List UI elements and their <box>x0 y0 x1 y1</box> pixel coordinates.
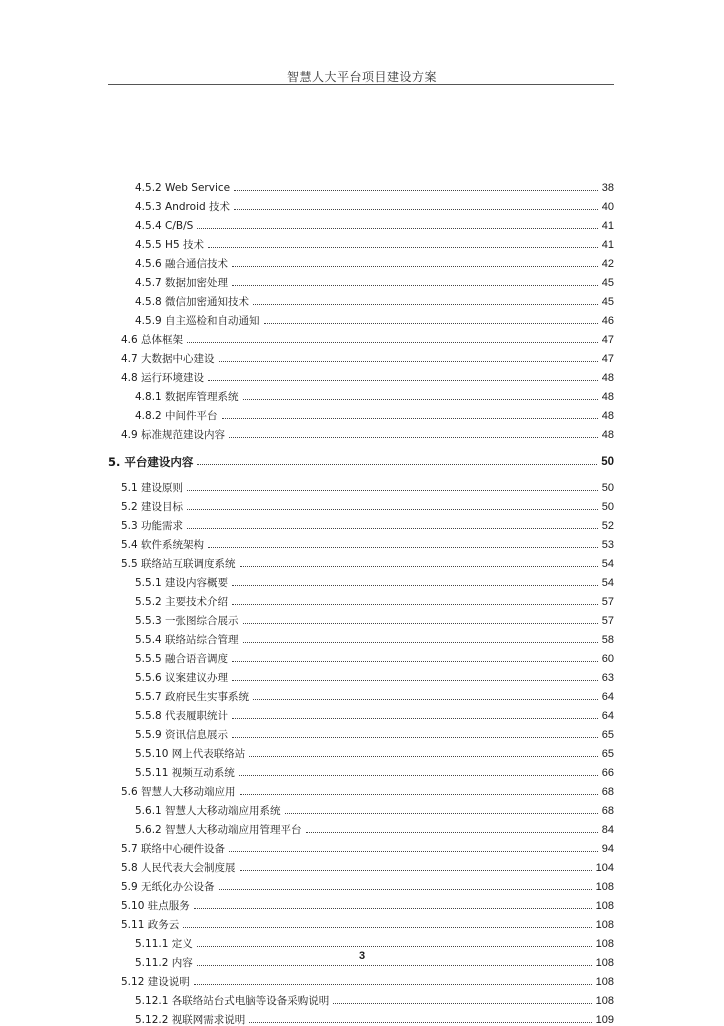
toc-entry-title: 5.6.2 智慧人大移动端应用管理平台 <box>135 824 302 836</box>
toc-dot-leader <box>187 509 598 510</box>
toc-entry-page: 68 <box>601 786 614 798</box>
toc-entry-title: 5.5.7 政府民生实事系统 <box>135 691 250 703</box>
toc-entry-title: 5.5.10 网上代表联络站 <box>135 748 246 760</box>
toc-dot-leader <box>232 604 598 605</box>
toc-entry-page: 63 <box>601 672 614 684</box>
toc-entry-title: 4.5.7 数据加密处理 <box>135 277 229 289</box>
toc-entry-title: 5.8 人民代表大会制度展 <box>121 862 236 874</box>
toc-entry[interactable] <box>135 989 614 1007</box>
toc-dot-leader <box>253 699 598 700</box>
toc-entry-title: 5.5 联络站互联调度系统 <box>121 558 236 570</box>
toc-entry[interactable] <box>121 552 614 570</box>
toc-dot-leader <box>183 927 591 928</box>
toc-entry-title: 5.3 功能需求 <box>121 520 184 532</box>
toc-entry-title: 5.5.11 视频互动系统 <box>135 767 235 779</box>
toc-dot-leader <box>232 737 598 738</box>
toc-dot-leader <box>249 756 598 757</box>
toc-dot-leader <box>197 464 597 465</box>
toc-dot-leader <box>194 908 592 909</box>
toc-entry-title: 5.12.2 视联网需求说明 <box>135 1014 246 1026</box>
toc-dot-leader <box>240 870 592 871</box>
toc-entry-page: 48 <box>601 410 614 422</box>
toc-entry[interactable] <box>121 495 614 513</box>
toc-entry[interactable] <box>135 233 614 251</box>
toc-entry-page: 52 <box>601 520 614 532</box>
toc-entry[interactable] <box>135 799 614 817</box>
toc-entry[interactable] <box>121 423 614 441</box>
toc-entry[interactable] <box>121 913 614 931</box>
toc-entry[interactable] <box>135 647 614 665</box>
toc-entry-page: 65 <box>601 729 614 741</box>
toc-entry[interactable] <box>121 328 614 346</box>
toc-entry-page: 47 <box>601 334 614 346</box>
toc-entry[interactable] <box>135 761 614 779</box>
toc-dot-leader <box>264 323 598 324</box>
toc-entry-page: 108 <box>595 938 614 950</box>
toc-entry-title: 5.6.1 智慧人大移动端应用系统 <box>135 805 281 817</box>
toc-entry[interactable] <box>135 818 614 836</box>
toc-entry[interactable] <box>121 894 614 912</box>
toc-dot-leader <box>249 1022 591 1023</box>
toc-entry-page: 45 <box>601 277 614 289</box>
toc-entry-title: 5.5.4 联络站综合管理 <box>135 634 239 646</box>
toc-entry-page: 108 <box>595 900 614 912</box>
toc-entry-page: 47 <box>601 353 614 365</box>
toc-entry-title: 4.8 运行环境建设 <box>121 372 205 384</box>
toc-entry-title: 5.5.1 建设内容概要 <box>135 577 229 589</box>
toc-entry[interactable] <box>135 932 614 950</box>
toc-entry[interactable] <box>121 856 614 874</box>
toc-entry-title: 4.8.2 中间件平台 <box>135 410 218 422</box>
toc-entry-title: 4.5.3 Android 技术 <box>135 201 230 213</box>
toc-dot-leader <box>234 209 598 210</box>
toc-entry-title: 5.1 建设原则 <box>121 482 184 494</box>
toc-dot-leader <box>187 342 598 343</box>
toc-entry[interactable] <box>135 704 614 722</box>
toc-entry-title: 5.5.8 代表履职统计 <box>135 710 229 722</box>
toc-entry-page: 68 <box>601 805 614 817</box>
toc-entry-title: 5.11.1 定义 <box>135 938 193 950</box>
toc-entry-title: 4.5.8 微信加密通知技术 <box>135 296 250 308</box>
toc-dot-leader <box>232 661 598 662</box>
toc-entry-title: 5.5.6 议案建议办理 <box>135 672 229 684</box>
toc-dot-leader <box>333 1003 591 1004</box>
toc-dot-leader <box>194 984 592 985</box>
toc-dot-leader <box>243 623 598 624</box>
toc-entry-title: 4.5.5 H5 技术 <box>135 239 204 251</box>
toc-entry-page: 38 <box>601 182 614 194</box>
toc-entry-page: 108 <box>595 881 614 893</box>
toc-entry-page: 104 <box>595 862 614 874</box>
page-number: 3 <box>358 950 366 962</box>
toc-entry-page: 108 <box>595 957 614 969</box>
toc-entry[interactable] <box>135 252 614 270</box>
toc-entry-page: 64 <box>601 691 614 703</box>
toc-dot-leader <box>197 965 592 966</box>
toc-entry-page: 65 <box>601 748 614 760</box>
toc-entry-title: 5.5.3 一张图综合展示 <box>135 615 239 627</box>
toc-dot-leader <box>187 528 598 529</box>
toc-entry[interactable] <box>135 742 614 760</box>
toc-entry-title: 5.5.2 主要技术介绍 <box>135 596 229 608</box>
toc-entry[interactable] <box>121 837 614 855</box>
toc-dot-leader <box>208 380 598 381</box>
toc-entry-title: 4.5.9 自主巡检和自动通知 <box>135 315 260 327</box>
toc-entry-title: 4.8.1 数据库管理系统 <box>135 391 239 403</box>
toc-dot-leader <box>243 642 598 643</box>
toc-entry[interactable] <box>135 290 614 308</box>
toc-dot-leader <box>243 399 598 400</box>
toc-entry-page: 46 <box>601 315 614 327</box>
toc-entry-title: 4.5.4 C/B/S <box>135 220 194 232</box>
toc-dot-leader <box>197 228 597 229</box>
toc-dot-leader <box>285 813 598 814</box>
toc-dot-leader <box>208 247 598 248</box>
toc-entry-title: 5.6 智慧人大移动端应用 <box>121 786 236 798</box>
toc-dot-leader <box>232 266 598 267</box>
toc-chapter-entry[interactable] <box>108 450 614 468</box>
toc-entry-page: 48 <box>601 372 614 384</box>
toc-dot-leader <box>197 946 592 947</box>
toc-dot-leader <box>229 437 598 438</box>
toc-entry-title: 4.7 大数据中心建设 <box>121 353 215 365</box>
toc-entry-page: 94 <box>601 843 614 855</box>
toc-entry-page: 41 <box>601 239 614 251</box>
toc-entry[interactable] <box>121 780 614 798</box>
toc-entry[interactable] <box>121 533 614 551</box>
toc-dot-leader <box>208 547 598 548</box>
toc-entry-title: 5.7 联络中心硬件设备 <box>121 843 226 855</box>
toc-entry-title: 5. 平台建设内容 <box>108 455 194 469</box>
toc-dot-leader <box>240 794 598 795</box>
toc-dot-leader <box>253 304 598 305</box>
toc-entry-page: 57 <box>601 596 614 608</box>
toc-entry-title: 5.4 软件系统架构 <box>121 539 205 551</box>
toc-entry[interactable] <box>135 309 614 327</box>
toc-entry-title: 5.5.5 融合语音调度 <box>135 653 229 665</box>
toc-entry-page: 50 <box>601 501 614 513</box>
toc-entry[interactable] <box>135 723 614 741</box>
toc-entry[interactable] <box>135 404 614 422</box>
toc-entry-title: 5.12 建设说明 <box>121 976 190 988</box>
toc-entry-title: 5.5.9 资讯信息展示 <box>135 729 229 741</box>
toc-entry[interactable] <box>135 271 614 289</box>
toc-entry[interactable] <box>121 875 614 893</box>
toc-entry[interactable] <box>121 347 614 365</box>
toc-entry[interactable] <box>135 590 614 608</box>
toc-entry-page: 108 <box>595 976 614 988</box>
toc-dot-leader <box>239 775 598 776</box>
toc-entry[interactable] <box>135 571 614 589</box>
toc-entry[interactable] <box>121 366 614 384</box>
toc-entry-page: 108 <box>595 919 614 931</box>
toc-entry-page: 58 <box>601 634 614 646</box>
toc-dot-leader <box>229 851 598 852</box>
toc-entry-page: 108 <box>595 995 614 1007</box>
toc-entry-title: 5.11.2 内容 <box>135 957 193 969</box>
toc-entry-page: 54 <box>601 577 614 589</box>
toc-entry[interactable] <box>135 685 614 703</box>
header-rule <box>108 84 614 85</box>
toc-entry-page: 45 <box>601 296 614 308</box>
toc-entry-page: 53 <box>601 539 614 551</box>
toc-entry-page: 40 <box>601 201 614 213</box>
toc-entry-page: 42 <box>601 258 614 270</box>
toc-entry-page: 41 <box>601 220 614 232</box>
toc-entry-title: 4.9 标准规范建设内容 <box>121 429 226 441</box>
toc-entry[interactable] <box>135 1008 614 1026</box>
toc-entry-page: 109 <box>595 1014 614 1026</box>
toc-entry[interactable] <box>135 385 614 403</box>
toc-dot-leader <box>187 490 598 491</box>
toc-dot-leader <box>240 566 598 567</box>
toc-dot-leader <box>219 361 598 362</box>
toc-entry-title: 5.2 建设目标 <box>121 501 184 513</box>
toc-entry[interactable] <box>135 176 614 194</box>
toc-dot-leader <box>234 190 598 191</box>
toc-entry[interactable] <box>121 514 614 532</box>
toc-entry-page: 66 <box>601 767 614 779</box>
toc-entry-title: 4.6 总体框架 <box>121 334 184 346</box>
toc-dot-leader <box>232 718 598 719</box>
running-header: 智慧人大平台项目建设方案 <box>286 70 437 84</box>
toc-entry-title: 4.5.2 Web Service <box>135 182 231 194</box>
toc-entry-title: 5.12.1 各联络站台式电脑等设备采购说明 <box>135 995 330 1007</box>
toc-entry-page: 54 <box>601 558 614 570</box>
toc-entry-page: 64 <box>601 710 614 722</box>
toc-entry-title: 5.10 驻点服务 <box>121 900 190 912</box>
toc-dot-leader <box>219 889 592 890</box>
toc-dot-leader <box>306 832 598 833</box>
toc-entry[interactable] <box>135 214 614 232</box>
toc-entry-title: 5.11 政务云 <box>121 919 180 931</box>
toc-entry[interactable] <box>121 970 614 988</box>
toc-entry[interactable] <box>135 628 614 646</box>
toc-entry-title: 4.5.6 融合通信技术 <box>135 258 229 270</box>
toc-dot-leader <box>232 285 598 286</box>
toc-entry-title: 5.9 无纸化办公设备 <box>121 881 215 893</box>
toc-entry-page: 60 <box>601 653 614 665</box>
toc-entry-page: 50 <box>601 482 614 494</box>
toc-entry[interactable] <box>135 195 614 213</box>
toc-entry[interactable] <box>135 609 614 627</box>
toc-entry-page: 57 <box>601 615 614 627</box>
toc-entry-page: 84 <box>601 824 614 836</box>
toc-entry-page: 48 <box>601 391 614 403</box>
toc-entry-page: 50 <box>601 456 614 468</box>
toc-entry[interactable] <box>135 666 614 684</box>
toc-dot-leader <box>232 680 598 681</box>
toc-entry-page: 48 <box>601 429 614 441</box>
toc-dot-leader <box>232 585 598 586</box>
toc-entry[interactable] <box>121 476 614 494</box>
toc-dot-leader <box>222 418 598 419</box>
